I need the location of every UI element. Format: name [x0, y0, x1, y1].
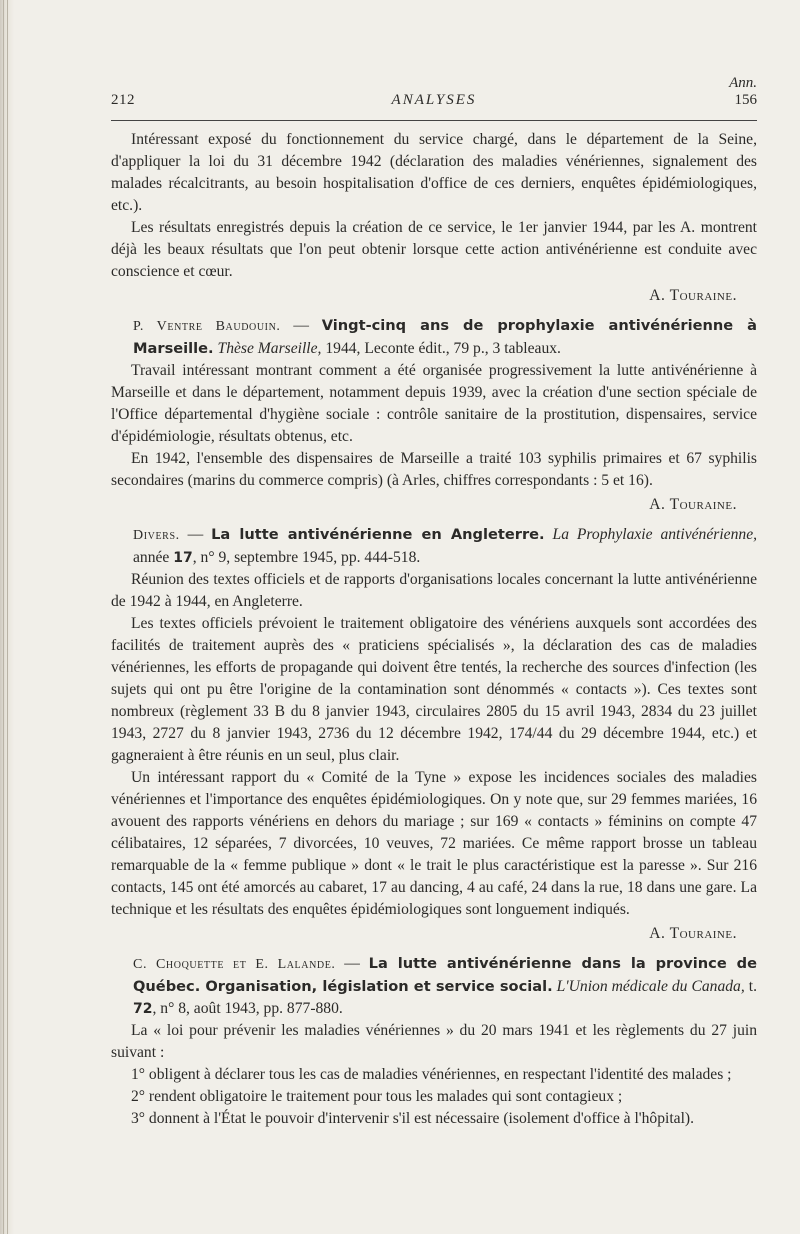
binding-line: [3, 0, 4, 1234]
paragraph: 1° obligent à déclarer tous les cas de maladies vénériennes, en respectant l'identité des malades ;: [131, 1066, 732, 1083]
entry-source: L'Union médicale du Canada,: [556, 978, 745, 995]
paragraph: Les textes officiels prévoient le traitement obligatoire des vénériens auxquels sont accordées des facilités de traitement auprès des « praticiens spécialisés », la déclaration des cas de maladies vénériennes, les efforts de propagande qui doivent être tentés, la recherche des sources d'infection (les sujets qui ont pu être l'origine de la contamination sont dénommés « contacts »). Ces textes sont nombreux (règlement 33 B du 8 janvier 1943, circulaires 2805 du 15 avril 1943, 2834 du 23 juillet 1943, 2727 du 8 janvier 1943, 2736 du 12 décembre 1942, 174/44 du 29 décembre 1944, etc.) et gagneraient à être réunis en un seul, plus clair.: [111, 615, 757, 764]
entry-title: La lutte antivénérienne dans la province de Québec. Organisation, législation et service social.: [133, 955, 758, 995]
paragraph: En 1942, l'ensemble des dispensaires de Marseille a traité 103 syphilis primaires et 67 syphilis secondaires (marins du commerce compris) (à Arles, chiffres correspondants : 5 et 16).: [111, 450, 757, 489]
page-number-left: 212: [111, 92, 135, 108]
entry-citation: [111, 524, 757, 569]
paragraph: Un intéressant rapport du « Comité de la Tyne » expose les incidences sociales des maladies vénériennes et l'importance des enquêtes épidémiologiques. On y note que, sur 29 femmes mariées, 16 avouent des rapports vénériens en dehors du mariage ; sur 169 « contacts » féminins on compte 47 célibataires, 12 séparées, 7 divorcées, 10 veuves, 72 mariées. Ce même rapport brosse un tableau remarquable de la « femme publique » dont « le trait le plus caractéristique est la paresse ». Sur 216 contacts, 145 ont été amorcés au cabaret, 17 au dancing, 4 au café, 24 dans la rue, 18 dans une gare. La technique et les résultats des enquêtes épidémiologiques sont longuement indiqués.: [111, 769, 757, 918]
entry-volume: 72: [133, 1001, 153, 1017]
citation-dash: —: [335, 955, 369, 972]
entry-title: Vingt-cinq ans de prophylaxie antivénérienne à Marseille.: [133, 317, 758, 357]
entry-details: , n° 9, septembre 1945, pp. 444-518.: [192, 549, 421, 566]
paragraph: Réunion des textes officiels et de rapports d'organisations locales concernant la lutte antivénérienne de 1942 à 1944, en Angleterre.: [111, 571, 757, 610]
header-rule: [111, 120, 757, 121]
page-number-right: 156: [734, 92, 757, 108]
paragraph: 2° rendent obligatoire le traitement pour tous les malades qui sont contagieux ;: [131, 1088, 623, 1105]
entry-details: , n° 8, août 1943, pp. 877-880.: [152, 1000, 343, 1017]
analysis-entry: [111, 953, 757, 1130]
paragraph: Les résultats enregistrés depuis la création de ce service, le 1er janvier 1944, par les A. montrent déjà les beaux résultats que l'on peut obtenir lorsque cette action antivénérienne est conduite avec conscience et cœur.: [111, 219, 757, 280]
citation-dash: —: [280, 317, 322, 334]
entry-citation: [111, 953, 757, 1020]
running-header: [111, 72, 757, 106]
binding-line: [7, 0, 8, 1234]
entry-author: P. Ventre Baudouin.: [133, 319, 281, 334]
entry-source: La Prophylaxie antivénérienne,: [552, 526, 758, 543]
entry-details-prefix: année: [133, 549, 174, 566]
citation-dash: —: [179, 526, 212, 543]
entry-details: 1944, Leconte édit., 79 p., 3 tableaux.: [321, 340, 561, 357]
paragraph: 3° donnent à l'État le pouvoir d'intervenir s'il est nécessaire (isolement d'office à l'hôpital).: [131, 1110, 695, 1127]
journal-abbreviation: Ann.: [729, 75, 757, 91]
section-title: ANALYSES: [391, 92, 477, 108]
paragraph: Travail intéressant montrant comment a été organisée progressivement la lutte antivénérienne à Marseille et dans le département, notamment depuis 1939, avec la création d'une section spéciale de l'Office départemental d'hygiène sociale : contrôle sanitaire de la prostitution, dispensaires, service d'épidémiologie, résultats obtenus, etc.: [111, 362, 757, 445]
entry-citation: [111, 315, 757, 360]
entry-source: Thèse Marseille,: [217, 340, 322, 357]
entry-details-prefix: t.: [744, 978, 757, 995]
reviewer-signature: A. Touraine.: [649, 925, 737, 942]
entry-volume: 17: [173, 550, 193, 566]
document-page: [111, 72, 757, 1130]
reviewer-signature: A. Touraine.: [649, 496, 737, 513]
entry-author: C. Choquette et E. Lalande.: [133, 957, 336, 972]
page-binding-shadow: [0, 0, 14, 1234]
analysis-entry: [111, 524, 757, 945]
paragraph: La « loi pour prévenir les maladies vénériennes » du 20 mars 1941 et les règlements du 27 juin suivant :: [111, 1022, 757, 1061]
analysis-entry: [111, 315, 757, 516]
paragraph: Intéressant exposé du fonctionnement du service chargé, dans le département de la Seine, d'appliquer la loi du 31 décembre 1942 (déclaration des maladies vénériennes, signalement des malades récalcitrants, au besoin hospitalisation d'office de ces derniers, enquêtes épidémiologiques, etc.).: [111, 131, 757, 214]
entry-title: La lutte antivénérienne en Angleterre.: [211, 526, 545, 543]
entry-author: Divers.: [133, 528, 180, 543]
reviewer-signature: A. Touraine.: [649, 287, 737, 304]
